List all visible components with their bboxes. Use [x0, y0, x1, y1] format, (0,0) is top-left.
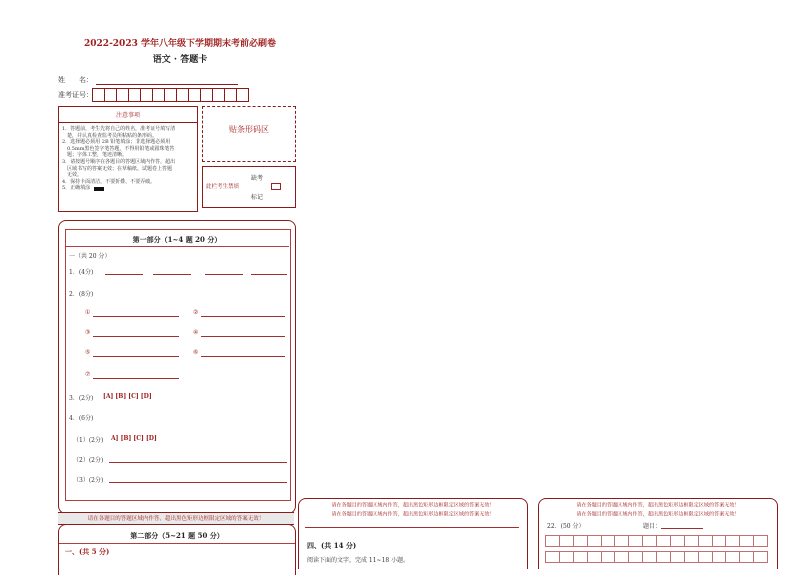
fill-example-label: 5．正确填涂 [62, 185, 91, 192]
notice-item: 2．选择题必须用 2B 铅笔填涂；非选择题必须用 [62, 139, 171, 146]
essay-grid-cell[interactable] [739, 551, 754, 563]
fill-example [59, 185, 197, 192]
q2-item-5: ⑤ [85, 349, 91, 356]
right-panel [538, 498, 778, 569]
q2-blank-4[interactable] [201, 336, 285, 337]
middle-intro: 阅读下面的文字，完成 11~18 小题。 [307, 557, 410, 564]
notice-item: 区域书写的答案无效；在草稿纸、试题卷上答题 [62, 165, 173, 172]
essay-grid-cell[interactable] [601, 535, 616, 547]
absent-checkbox[interactable] [271, 183, 281, 190]
essay-grid-cell[interactable] [656, 535, 671, 547]
name-field[interactable] [96, 84, 238, 85]
q4-3-label: （3）(2分) [73, 477, 104, 484]
filled-mark-icon [94, 187, 104, 191]
notice-item: 3．请按题号顺序在各题目的答题区域内作答，超出 [62, 158, 176, 165]
essay-grid-cell[interactable] [642, 551, 657, 563]
topic-label: 题目： [643, 523, 662, 530]
notice-title: 注意事项 [115, 112, 140, 119]
essay-grid-cell[interactable] [725, 535, 740, 547]
q3-label: 3．(2分) [69, 395, 94, 402]
essay-grid-cell[interactable] [573, 551, 588, 563]
notice-item: 1．答题前，考生先将自己的姓名，准考证号填写清 [62, 126, 176, 132]
q4-label: 4．(6分) [69, 415, 94, 422]
essay-grid-cell[interactable] [698, 535, 713, 547]
essay-grid-cell[interactable] [712, 535, 727, 547]
essay-grid-cell[interactable] [573, 535, 588, 547]
q4-2-label: （2）(2分) [73, 457, 104, 464]
q2-blank-3[interactable] [93, 336, 179, 337]
essay-grid-cell[interactable] [684, 535, 699, 547]
essay-grid-cell[interactable] [753, 535, 768, 547]
middle-warning-1: 请在各题目的答题区域内作答，超出黑色矩形边框限定区域的答案无效！ [331, 502, 495, 509]
essay-grid-cell[interactable] [628, 535, 643, 547]
absent-mark-bottom: 标记 [251, 194, 264, 201]
q2-item-6: ⑥ [193, 349, 199, 356]
essay-grid-cell[interactable] [614, 551, 629, 563]
absent-panel [202, 166, 296, 208]
barcode-area [202, 106, 296, 162]
essay-grid-cell[interactable] [753, 551, 768, 563]
q2-blank-7[interactable] [93, 378, 179, 379]
essay-grid-cell[interactable] [587, 535, 602, 547]
essay-grid-cell[interactable] [698, 551, 713, 563]
divider [65, 246, 289, 247]
q2-item-7: ⑦ [85, 371, 91, 378]
essay-grid-cell[interactable] [559, 535, 574, 547]
essay-grid-cell[interactable] [712, 551, 727, 563]
part2-section-label: 一、(共 5 分) [65, 547, 110, 556]
notice-list [59, 123, 197, 185]
essay-grid-cell[interactable] [725, 551, 740, 563]
middle-section-label: 四、(共 14 分) [307, 541, 357, 550]
name-label: 姓 名： [58, 76, 93, 84]
q3-options[interactable]: [A] [B] [C] [D] [103, 393, 152, 400]
essay-grid-cell[interactable] [601, 551, 616, 563]
q2-item-2: ② [193, 309, 199, 316]
id-digit-cell[interactable] [236, 88, 249, 102]
notice-panel [58, 106, 198, 212]
q2-blank-2[interactable] [201, 316, 285, 317]
essay-grid-cell[interactable] [739, 535, 754, 547]
part1-title: 第一部分（1~4 题 20 分） [132, 235, 222, 244]
essay-grid-row-2[interactable] [545, 551, 767, 563]
essay-grid-cell[interactable] [559, 551, 574, 563]
exam-title: 2022-2023 学年八年级下学期期末考前必刷卷 [84, 39, 276, 49]
notice-item: 题；字体工整，笔迹清晰。 [62, 152, 128, 159]
right-warning-1: 请在各题目的答题区域内作答，超出黑色矩形边框限定区域的答案无效！ [576, 502, 740, 509]
q1-blank-4[interactable] [251, 274, 287, 275]
absent-mark-top: 缺考 [251, 175, 264, 182]
part2-panel [58, 524, 296, 575]
essay-grid-cell[interactable] [545, 551, 560, 563]
essay-grid-cell[interactable] [656, 551, 671, 563]
part2-title: 第二部分（5~21 题 50 分） [130, 531, 224, 540]
q1-label: 1．(4分) [69, 269, 94, 276]
q2-item-4: ④ [193, 329, 199, 336]
barcode-label: 贴条形码区 [229, 125, 269, 134]
q4-1-options[interactable]: A] [B] [C] [D] [111, 435, 157, 442]
q2-label: 2．(8分) [69, 291, 94, 298]
essay-grid-cell[interactable] [614, 535, 629, 547]
essay-grid[interactable] [545, 535, 767, 547]
right-warning-2: 请在各题目的答题区域内作答，超出黑色矩形边框限定区域的答案无效！ [576, 511, 740, 518]
middle-panel [298, 498, 528, 569]
q2-item-3: ③ [85, 329, 91, 336]
q4-3-blank[interactable] [109, 482, 287, 483]
part1-panel [58, 220, 296, 514]
essay-grid-cell[interactable] [684, 551, 699, 563]
q1-blank-1[interactable] [105, 274, 143, 275]
warning-text: 请在各题目的答题区域内作答，超出黑色矩形边框限定区域的答案无效！ [87, 515, 265, 522]
essay-grid-cell[interactable] [670, 535, 685, 547]
essay-grid-cell[interactable] [642, 535, 657, 547]
q1-blank-3[interactable] [205, 274, 243, 275]
q2-blank-1[interactable] [93, 316, 179, 317]
divider [59, 543, 295, 544]
q2-blank-5[interactable] [93, 356, 179, 357]
absent-note: 此栏考生禁填 [206, 184, 240, 190]
q22-label: 22．(50 分） [547, 523, 585, 530]
exam-subtitle: 语文 · 答题卡 [152, 55, 208, 65]
middle-answer-line[interactable] [305, 527, 519, 528]
q1-blank-2[interactable] [153, 274, 191, 275]
q2-item-1: ① [85, 309, 91, 316]
q2-blank-6[interactable] [201, 356, 285, 357]
notice-item: 4．保持卡面清洁，不要折叠、不要弄破。 [62, 178, 156, 185]
q4-2-blank[interactable] [109, 462, 287, 463]
section-one-label: 一（共 20 分） [69, 253, 111, 260]
notice-item: 楚，并认真检查监考员所粘贴的条形码。 [62, 132, 158, 139]
topic-field[interactable] [661, 528, 703, 529]
middle-warning-2: 请在各题目的答题区域内作答，超出黑色矩形边框限定区域的答案无效！ [331, 511, 495, 518]
id-label: 准考证号： [58, 91, 93, 99]
id-number-boxes[interactable] [92, 88, 248, 102]
essay-grid-cell[interactable] [670, 551, 685, 563]
notice-item: 无效。 [62, 172, 83, 179]
essay-grid-cell[interactable] [587, 551, 602, 563]
notice-item: 0.5mm黑色签字笔答题，不得用铅笔或圆珠笔答 [62, 145, 175, 152]
essay-grid-cell[interactable] [545, 535, 560, 547]
q4-1-label: （1）(2分) [73, 437, 104, 444]
essay-grid-cell[interactable] [628, 551, 643, 563]
